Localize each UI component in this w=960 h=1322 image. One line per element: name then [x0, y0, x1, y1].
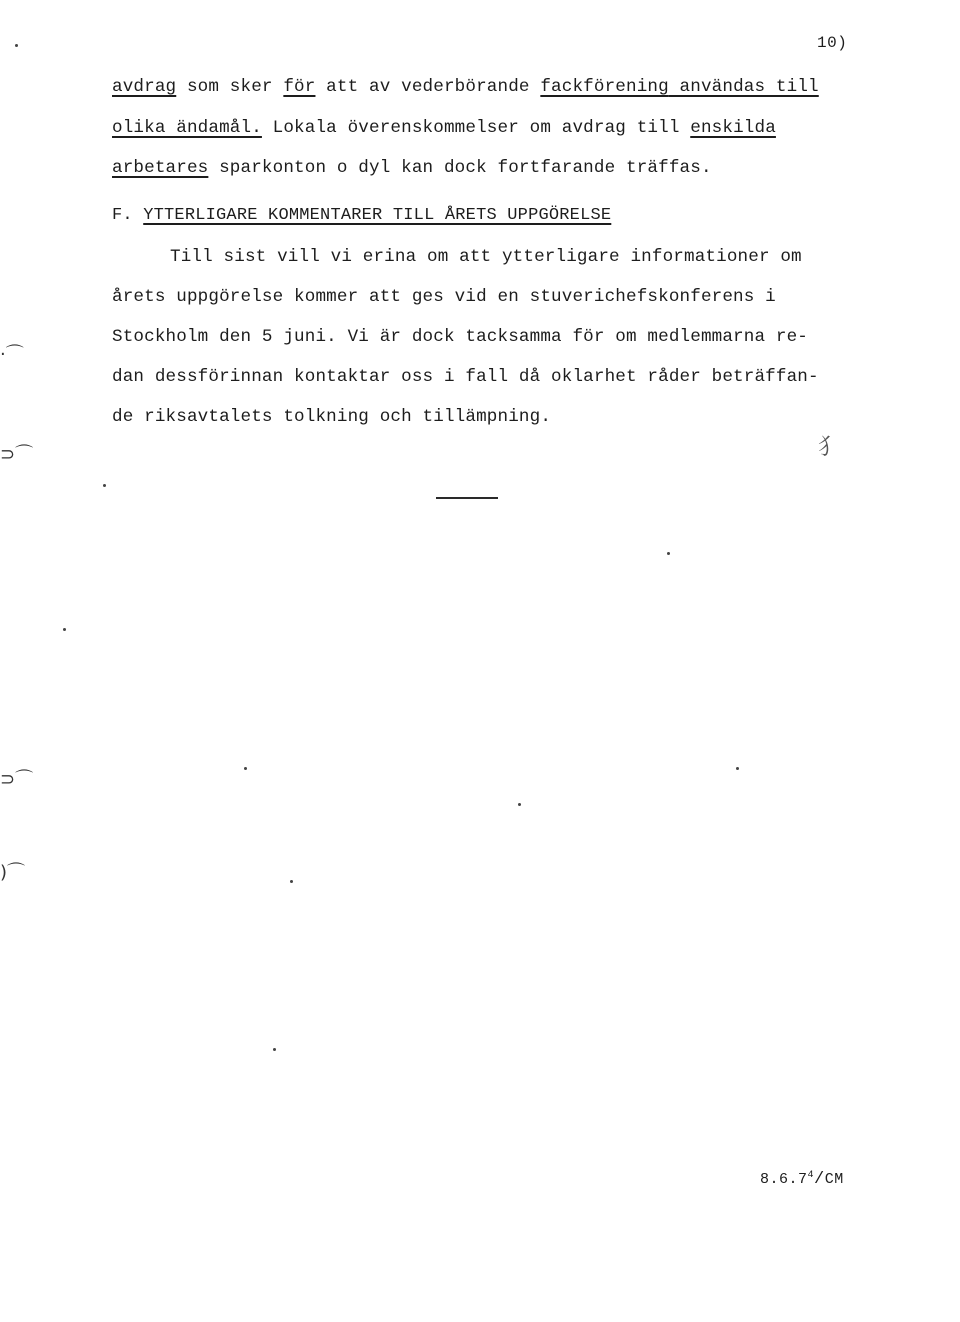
underlined-enskilda: enskilda	[690, 118, 776, 138]
paragraph1-line2	[112, 117, 776, 139]
section-line-5: de riksavtalets tolkning och tillämpning.	[112, 407, 552, 427]
speck-icon	[103, 484, 106, 487]
speck-icon	[15, 44, 18, 47]
scribble-mark-icon: ⺨	[818, 435, 841, 460]
speck-icon	[518, 803, 521, 806]
text-span: Lokala överenskommelser om avdrag till	[261, 118, 691, 138]
speck-icon	[667, 552, 670, 555]
scan-artifact-icon: )⌒	[0, 862, 26, 883]
scan-artifact-icon: ⊃⌒	[0, 769, 34, 790]
section-line-3: Stockholm den 5 juni. Vi är dock tacksamma för om medlemmarna re-	[112, 327, 809, 347]
underlined-for: för	[283, 77, 316, 97]
underlined-olika-andamal: olika ändamål.	[112, 118, 262, 138]
text-span: att av vederbörande	[315, 77, 541, 97]
signature-date-sup: 4	[807, 1170, 815, 1181]
signature-date	[760, 1170, 844, 1189]
section-label: F.	[112, 206, 133, 225]
underlined-fackforening: fackförening	[540, 77, 669, 97]
end-divider	[436, 497, 498, 499]
text-span: sparkonton o dyl kan dock fortfarande träffas.	[208, 158, 712, 178]
paragraph1-line3	[112, 157, 712, 179]
speck-icon	[736, 767, 739, 770]
underlined-arbetares: arbetares	[112, 158, 209, 178]
section-line-1: Till sist vill vi erina om att ytterligare informationer om	[170, 247, 802, 267]
text-span: som sker	[176, 77, 284, 97]
section-title: YTTERLIGARE KOMMENTARER TILL ÅRETS UPPGÖRELSE	[143, 206, 612, 225]
scan-artifact-icon: ·⌒	[0, 344, 24, 365]
section-line-4: dan dessförinnan kontaktar oss i fall då oklarhet råder beträffan-	[112, 367, 819, 387]
section-heading	[112, 205, 611, 227]
signature-slash: /	[814, 1170, 825, 1189]
signature-date-base: 8.6.7	[760, 1171, 808, 1188]
signature-initials: CM	[824, 1171, 844, 1188]
speck-icon	[273, 1048, 276, 1051]
speck-icon	[63, 628, 66, 631]
page-number: 10)	[817, 34, 848, 52]
underlined-anvandas-till: användas till	[668, 77, 819, 97]
section-line-2: årets uppgörelse kommer att ges vid en stuverichefskonferens i	[112, 287, 776, 307]
speck-icon	[290, 880, 293, 883]
speck-icon	[244, 767, 247, 770]
scan-artifact-icon: ⊃⌒	[0, 444, 34, 465]
underlined-avdrag: avdrag	[112, 77, 177, 97]
paragraph1-line1	[112, 76, 819, 98]
